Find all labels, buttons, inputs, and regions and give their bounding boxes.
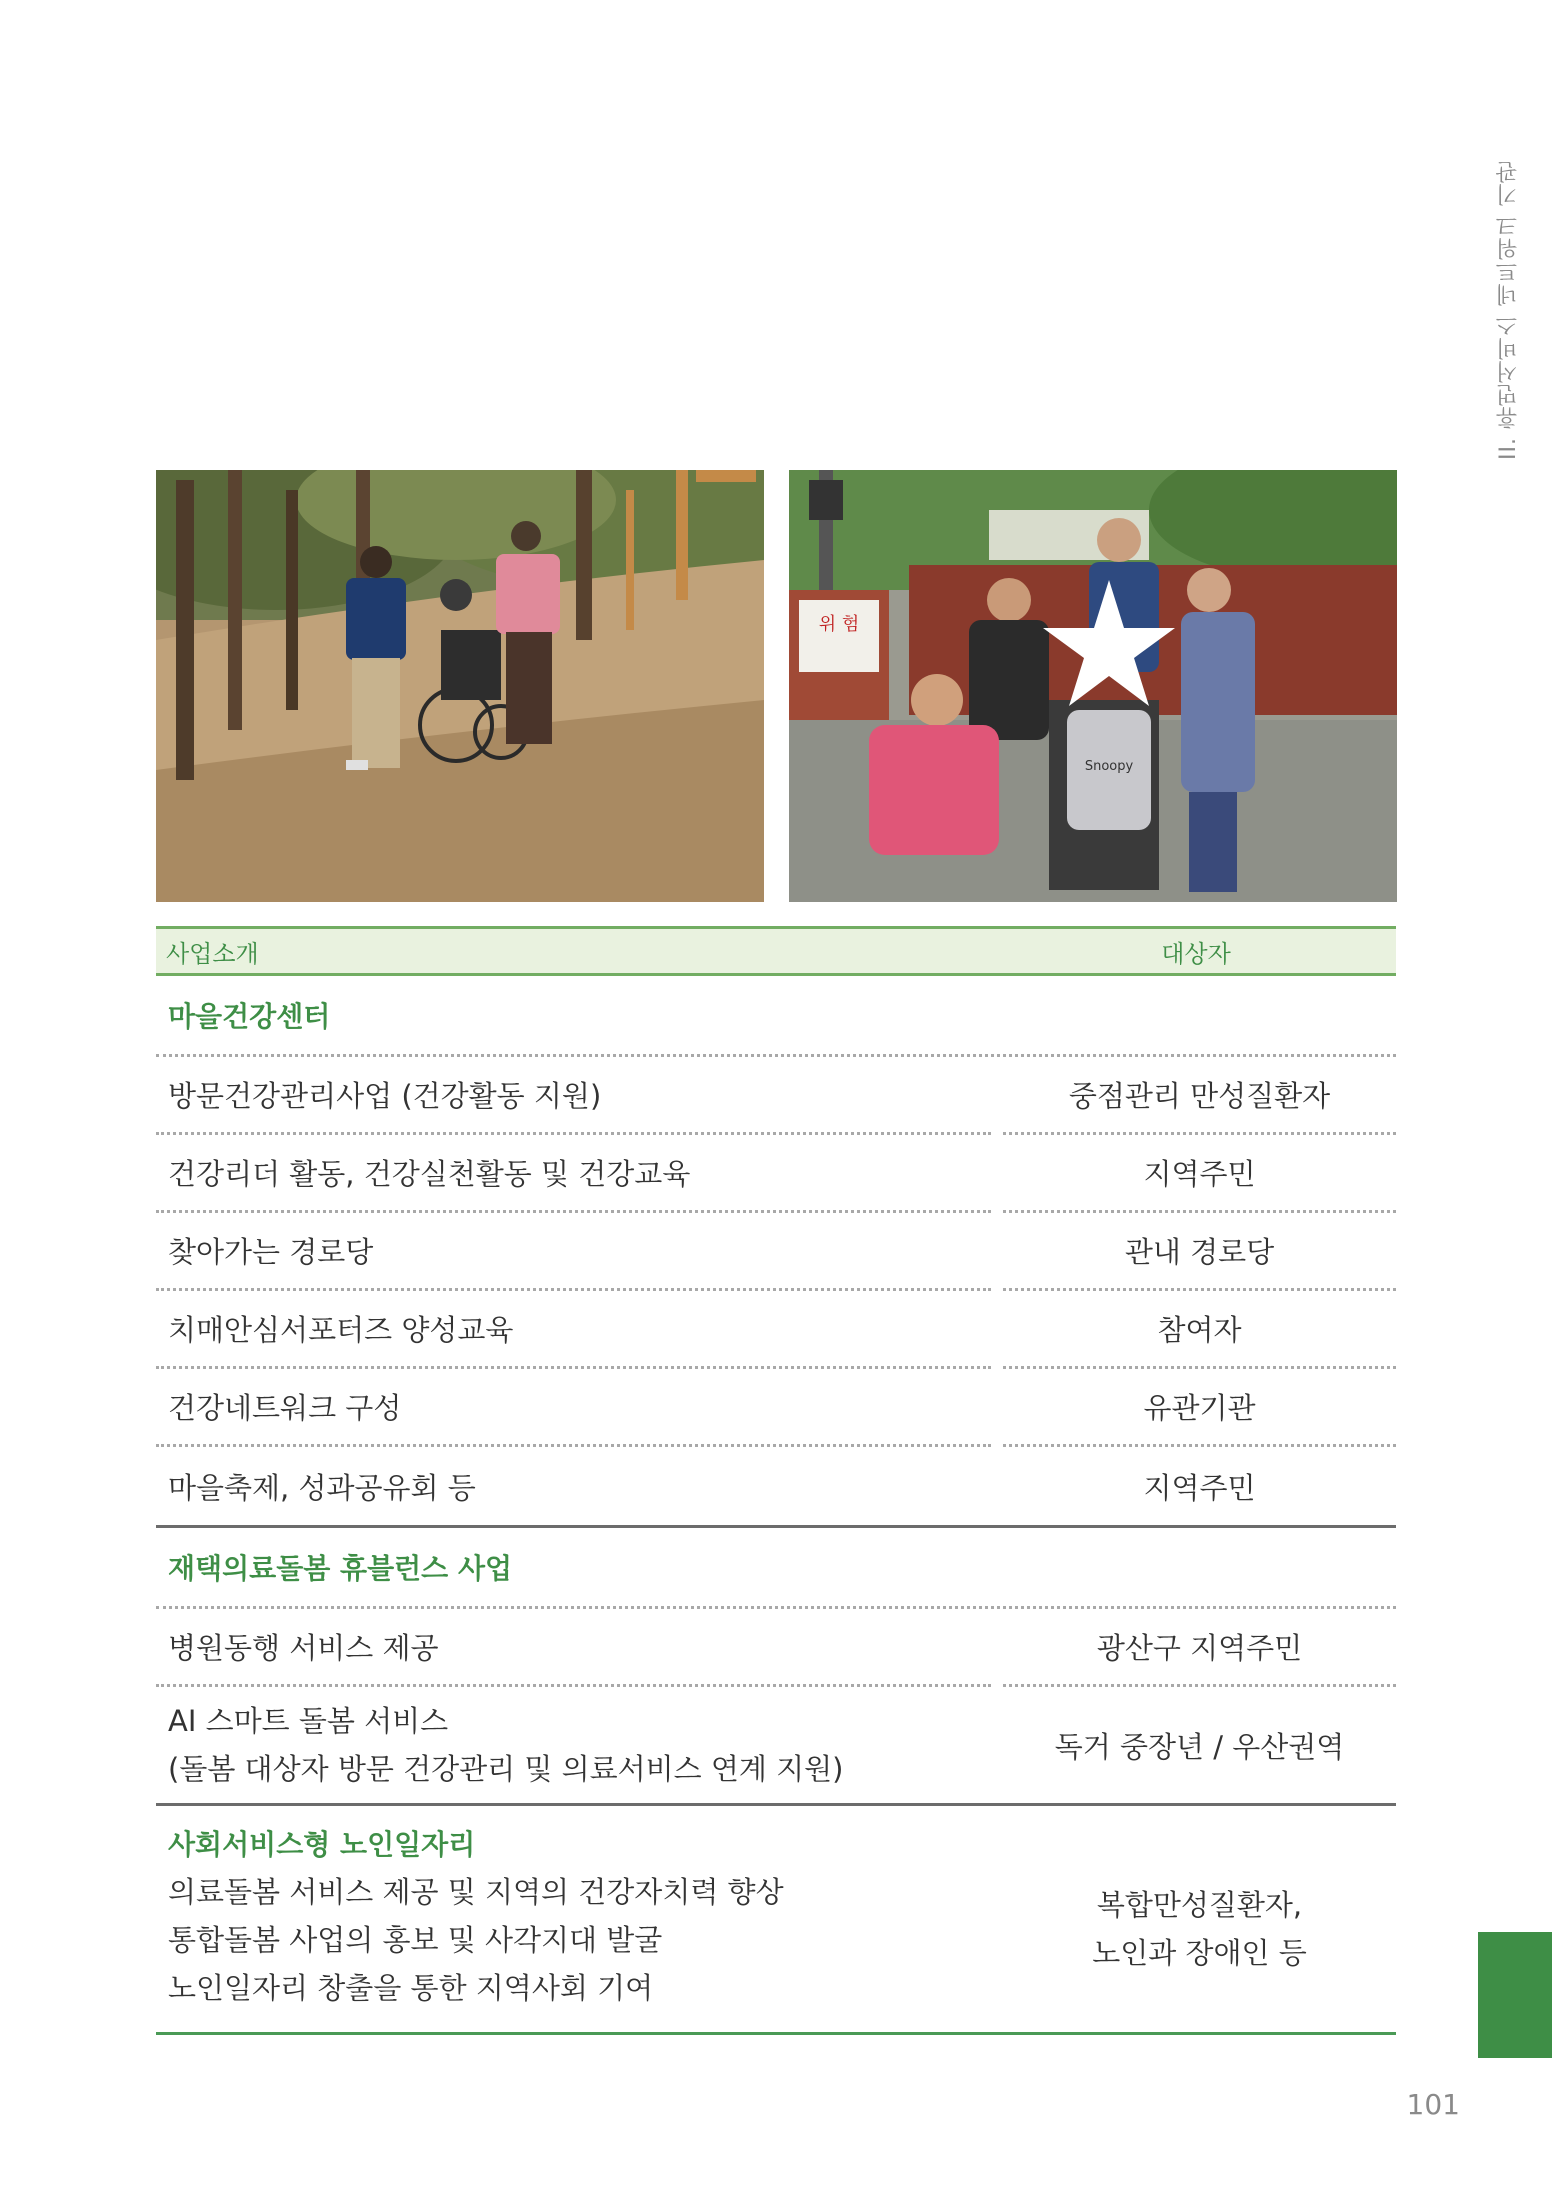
chapter-side-label — [1478, 150, 1538, 470]
row-target: 지역주민 — [1143, 1470, 1256, 1505]
row-desc: 마을축제, 성과공유회 등 — [168, 1470, 476, 1505]
row-desc: 건강리더 활동, 건강실천활동 및 건강교육 — [156, 1135, 991, 1213]
row-desc: 방문건강관리사업 (건강활동 지원) — [156, 1057, 991, 1135]
header-target: 대상자 — [1161, 939, 1231, 968]
table-row — [156, 1057, 1396, 1135]
table-row — [156, 1213, 1396, 1291]
photo-group-wheelchair — [789, 470, 1397, 902]
warning-sign-text: 위 험 — [818, 614, 860, 635]
table-row — [156, 1135, 1396, 1213]
section-title-senior-jobs: 사회서비스형 노인일자리 — [168, 1828, 476, 1861]
table-row — [156, 1609, 1396, 1687]
table-row — [156, 1369, 1396, 1447]
row-target: 중점관리 만성질환자 — [1003, 1057, 1396, 1135]
table-row — [156, 1291, 1396, 1369]
section-target-line: 노인과 장애인 등 — [1092, 1936, 1307, 1970]
photo-wheelchair-forest — [156, 470, 764, 902]
row-target: 광산구 지역주민 — [1003, 1609, 1396, 1687]
row-desc: 병원동행 서비스 제공 — [156, 1609, 991, 1687]
section-line: 노인일자리 창출을 통한 지역사회 기여 — [168, 1971, 654, 2005]
chapter-side-text: II. 휴먼서비스 네트워크 기관 — [1495, 160, 1521, 460]
row-target: 참여자 — [1003, 1291, 1396, 1369]
page-number: 101 — [1406, 2088, 1460, 2121]
table-row — [156, 1687, 1396, 1803]
section-title-village-health: 마을건강센터 — [156, 976, 1396, 1057]
row-target: 독거 중장년 / 우산권역 — [1054, 1729, 1345, 1764]
row-desc-line: AI 스마트 돌봄 서비스 — [168, 1704, 449, 1738]
row-target: 관내 경로당 — [1003, 1213, 1396, 1291]
row-desc: 치매안심서포터즈 양성교육 — [156, 1291, 991, 1369]
row-desc: 건강네트워크 구성 — [156, 1369, 991, 1447]
program-table — [156, 926, 1396, 2035]
table-header — [156, 926, 1396, 976]
section-target-line: 복합만성질환자, — [1096, 1888, 1303, 1922]
section-line: 의료돌봄 서비스 제공 및 지역의 건강자치력 향상 — [168, 1875, 784, 1909]
row-target: 유관기관 — [1003, 1369, 1396, 1447]
row-desc: 찾아가는 경로당 — [156, 1213, 991, 1291]
row-target: 지역주민 — [1003, 1135, 1396, 1213]
shirt-text: Snoopy — [1084, 759, 1134, 774]
row-desc — [156, 1687, 991, 1803]
section-senior-jobs — [156, 1806, 1396, 2035]
header-program: 사업소개 — [166, 939, 259, 968]
section-line: 통합돌봄 사업의 홍보 및 사각지대 발굴 — [168, 1923, 663, 1957]
row-desc-line: (돌봄 대상자 방문 건강관리 및 의료서비스 연계 지원) — [168, 1752, 844, 1786]
chapter-tab-marker — [1478, 1932, 1552, 2058]
table-row — [156, 1447, 1396, 1525]
section-title-home-care: 재택의료돌봄 휴블런스 사업 — [156, 1528, 1396, 1609]
